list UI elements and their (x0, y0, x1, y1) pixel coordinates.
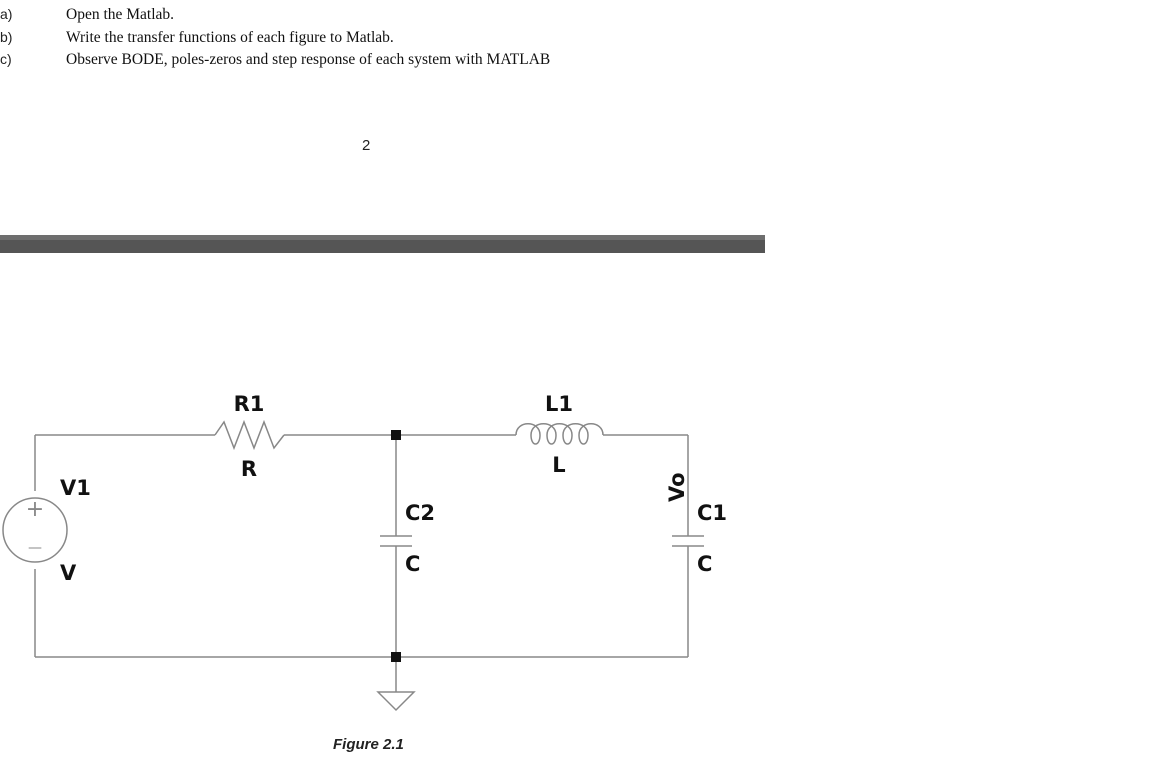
instruction-marker: a) (0, 6, 13, 22)
wires (35, 435, 688, 692)
source-name: V1 (60, 476, 91, 500)
junction-bottom (391, 652, 401, 662)
instruction-text: Write the transfer functions of each figure to Matlab. (66, 29, 394, 46)
source-value: V (60, 561, 77, 585)
inductor-name: L1 (545, 392, 573, 416)
resistor-name: R1 (233, 392, 265, 416)
instruction-marker: b) (0, 29, 13, 45)
capacitor-c2-icon (380, 536, 412, 546)
inductor-icon (516, 424, 603, 444)
minus-sign: — (28, 540, 42, 556)
ground-icon (378, 692, 414, 710)
capacitor-c1-icon (672, 536, 704, 546)
instruction-text: Open the Matlab. (66, 6, 175, 23)
instruction-text: Observe BODE, poles-zeros and step response of each system with MATLAB (66, 51, 551, 68)
cap-c2-name: C2 (405, 501, 436, 525)
cap-c2-value: C (405, 552, 421, 576)
plus-sign: + (25, 497, 45, 522)
resistor-icon (215, 422, 284, 448)
output-label: Vo (665, 472, 689, 502)
cap-c1-name: C1 (697, 501, 728, 525)
page-number: 2 (362, 137, 371, 154)
figure-caption: Figure 2.1 (333, 736, 404, 753)
resistor-value: R (240, 457, 258, 481)
cap-c1-value: C (697, 552, 713, 576)
instruction-marker: c) (0, 51, 12, 67)
inductor-value: L (552, 453, 566, 477)
junction-top (391, 430, 401, 440)
